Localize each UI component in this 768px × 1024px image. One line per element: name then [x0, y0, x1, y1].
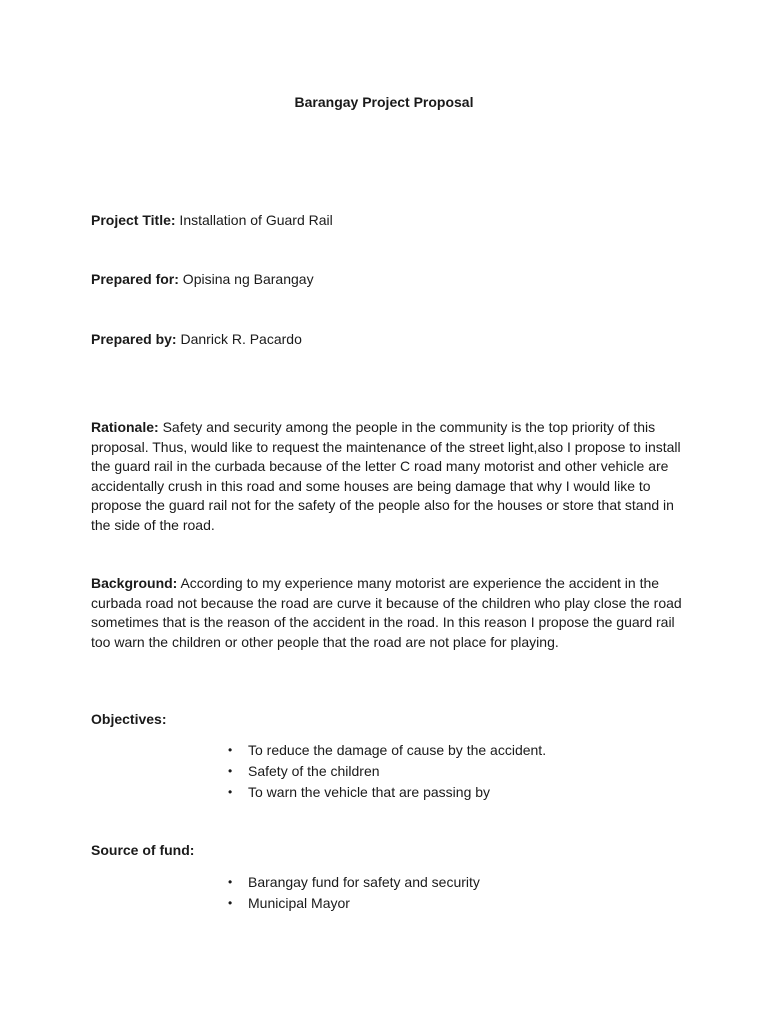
project-title-label: Project Title:: [91, 212, 176, 228]
prepared-for-label: Prepared for:: [91, 271, 179, 287]
source-text: Municipal Mayor: [248, 895, 350, 911]
list-item: [228, 761, 546, 782]
background-paragraph: [91, 574, 691, 652]
prepared-by-line: [91, 330, 691, 350]
rationale-label: Rationale:: [91, 419, 159, 435]
bullet-icon: •: [228, 764, 233, 778]
bullet-icon: •: [228, 875, 233, 889]
list-item: [228, 782, 546, 803]
list-item: [228, 872, 480, 893]
bullet-icon: •: [228, 743, 233, 757]
project-title-value: Installation of Guard Rail: [175, 212, 333, 228]
rationale-paragraph: [91, 418, 691, 535]
objective-text: Safety of the children: [248, 763, 380, 779]
prepared-by-value: Danrick R. Pacardo: [176, 331, 302, 347]
background-label: Background:: [91, 575, 178, 591]
list-item: [228, 893, 480, 914]
objective-text: To reduce the damage of cause by the accident.: [248, 742, 547, 758]
project-title-line: [91, 211, 691, 231]
document-title: Barangay Project Proposal: [294, 94, 474, 110]
prepared-for-line: [91, 270, 691, 290]
objective-text: To warn the vehicle that are passing by: [248, 784, 491, 800]
source-text: Barangay fund for safety and security: [248, 874, 480, 890]
background-text: According to my experience many motorist are experience the accident in the curbada road not because the road are curve it because of the children who play close the road sometimes that is the reason of the accident in the road. In this reason I propose the guard rail too warn the children or other people that the road are not place for playing.: [91, 575, 682, 650]
prepared-for-value: Opisina ng Barangay: [178, 271, 314, 287]
list-item: [228, 740, 546, 761]
bullet-icon: •: [228, 785, 233, 799]
source-of-fund-heading: Source of fund:: [91, 842, 195, 858]
prepared-by-label: Prepared by:: [91, 331, 177, 347]
source-of-fund-list: [228, 872, 480, 914]
objectives-heading: Objectives:: [91, 711, 167, 727]
rationale-text: Safety and security among the people in the community is the top priority of this proposal. Thus, would like to request the maintenance of the street light,also I propose to install the guard rail in the curbada because of the letter C road many motorist and other vehicle are accidentally crush in this road and some houses are being damage that why I would like to propose the guard rail not for the safety of the people also for the houses or store that stand in the side of the road.: [91, 419, 681, 533]
bullet-icon: •: [228, 896, 233, 910]
objectives-list: [228, 740, 546, 803]
